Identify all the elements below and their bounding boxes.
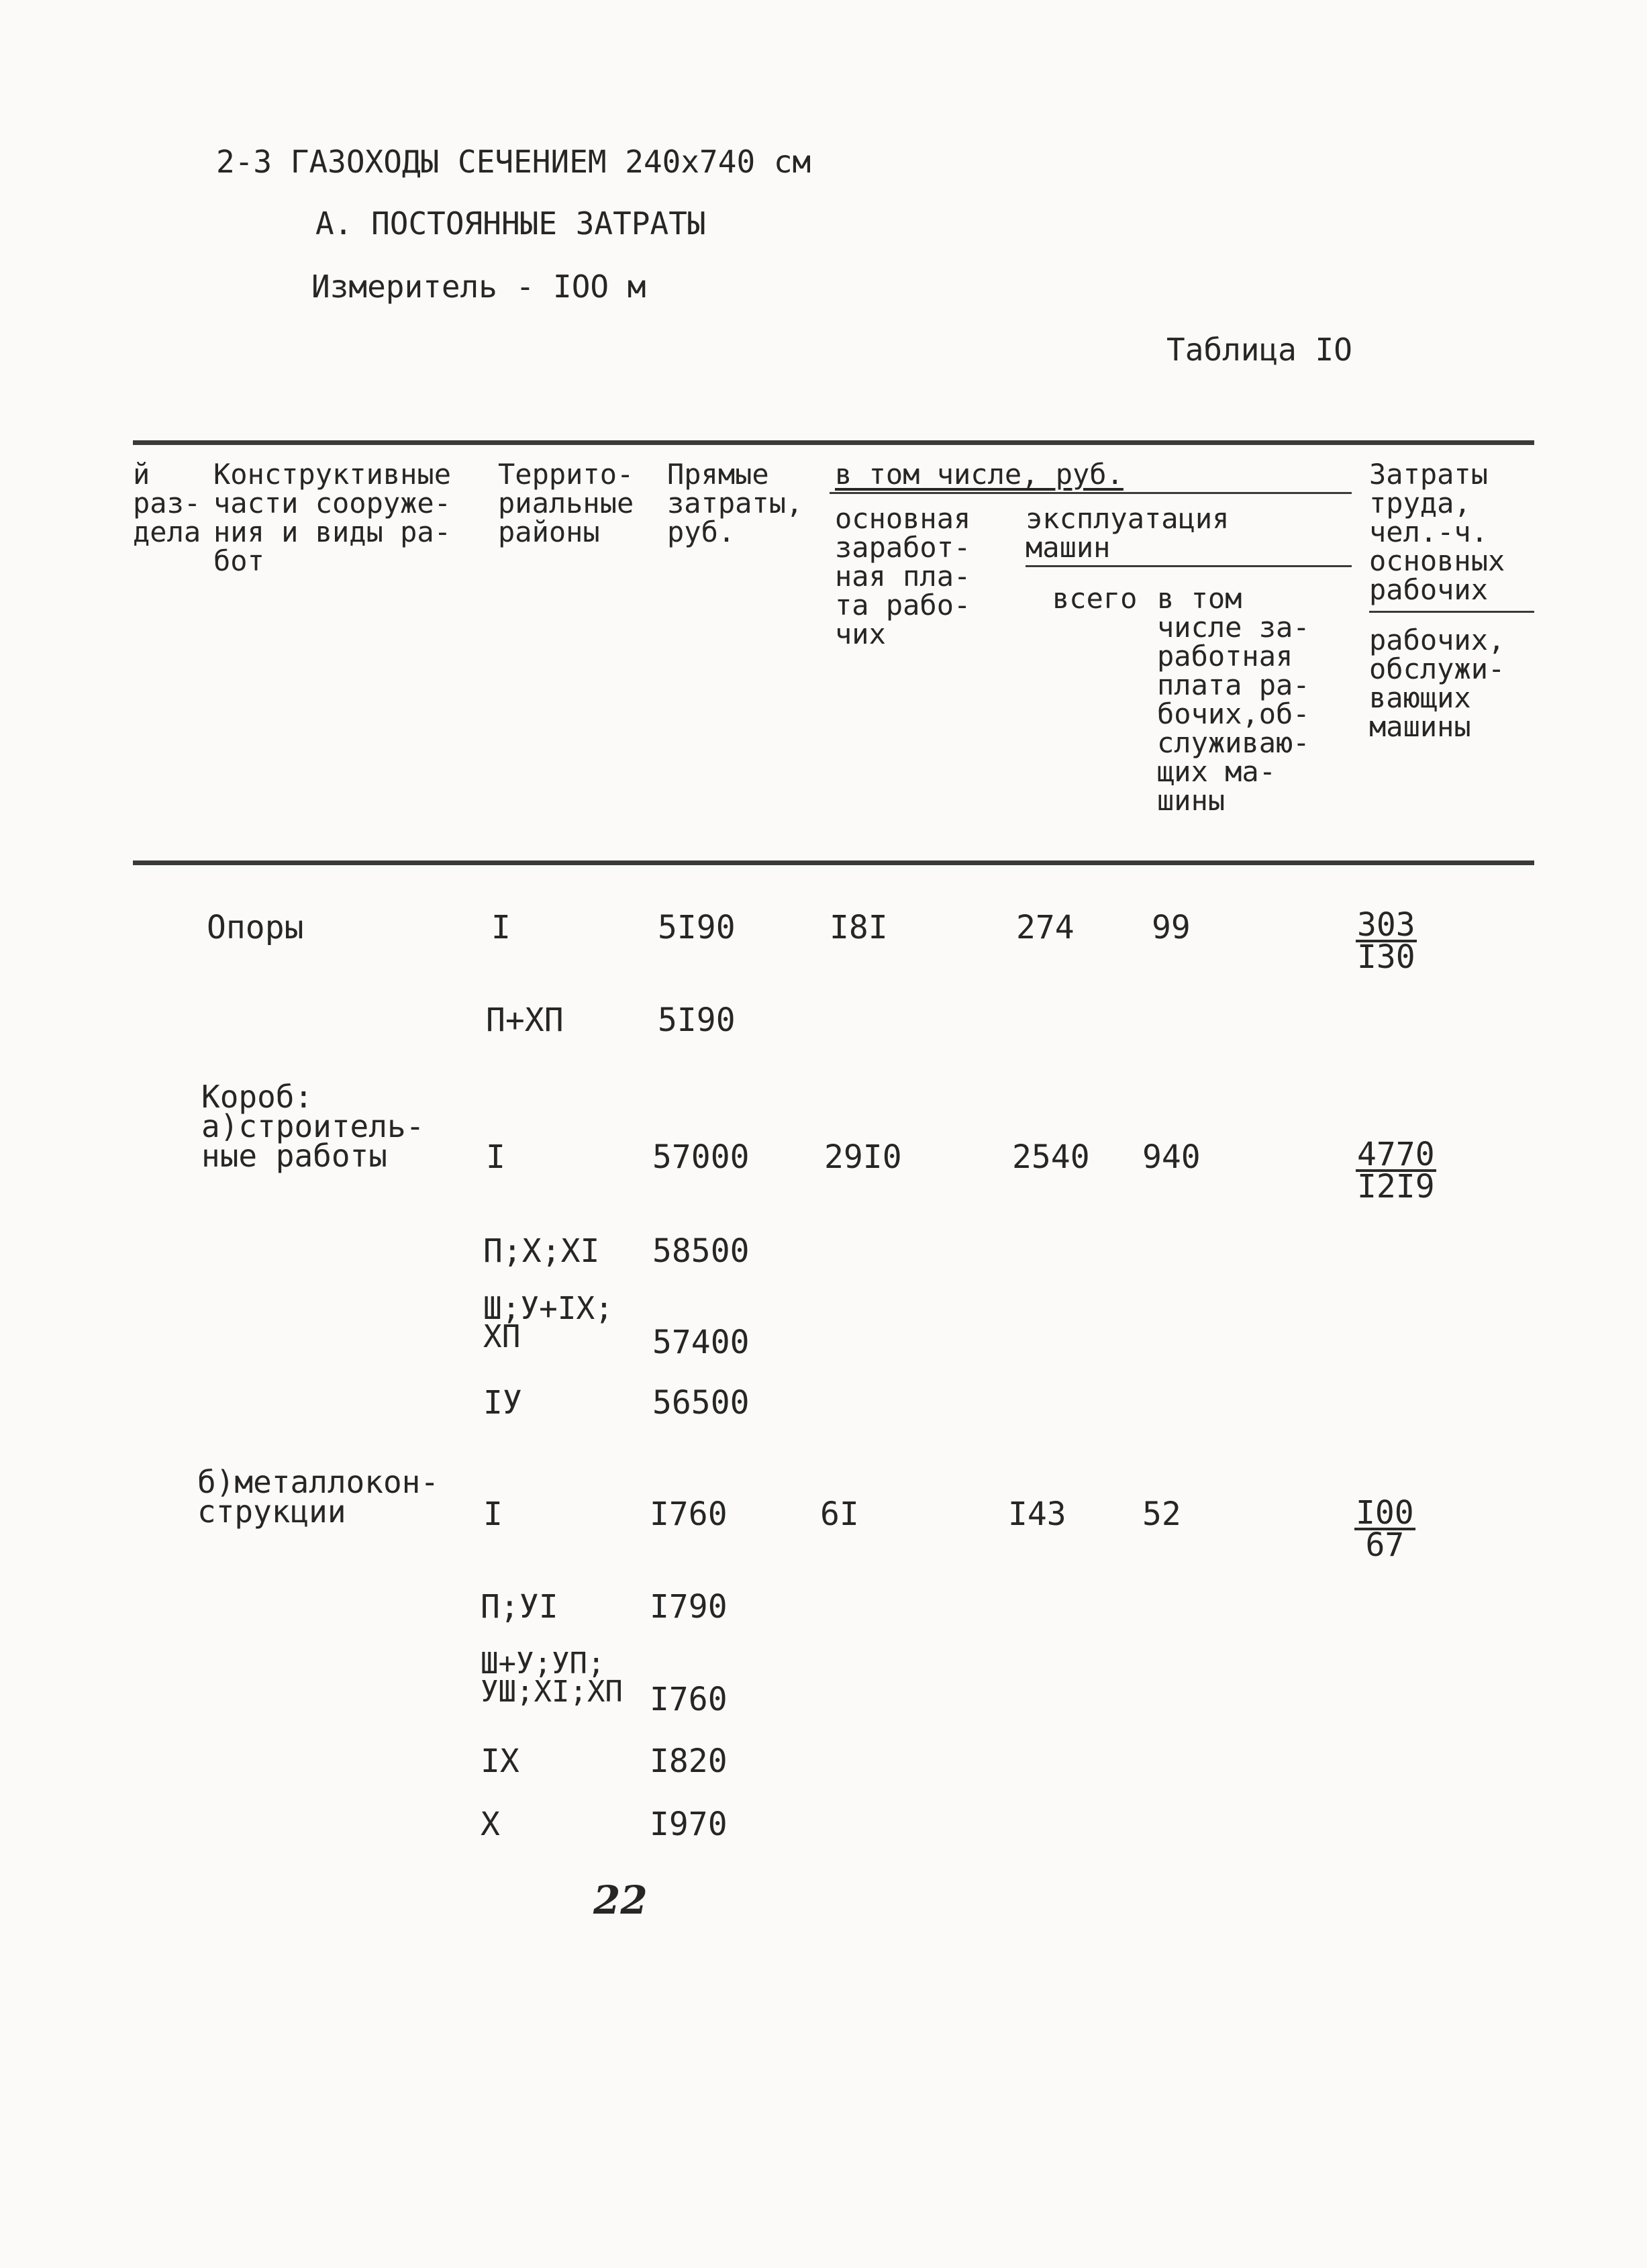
row-region: IУ bbox=[483, 1384, 522, 1422]
row-region: IХ bbox=[481, 1742, 519, 1780]
row-machine-total: I43 bbox=[1008, 1495, 1066, 1533]
row-base-wage: I8I bbox=[830, 909, 888, 946]
row-region: I bbox=[486, 1138, 505, 1176]
header-territorial-regions: Террито- риальные районы bbox=[498, 458, 634, 548]
row-direct-cost: 58500 bbox=[652, 1232, 750, 1270]
labor-machine: I2I9 bbox=[1357, 1168, 1435, 1205]
labor-divider-rule bbox=[1369, 611, 1534, 613]
row-region: Ш+У;УП; УШ;ХI;ХП bbox=[481, 1646, 623, 1709]
subtitle: А. ПОСТОЯННЫЕ ЗАТРАТЫ bbox=[315, 205, 706, 242]
row-labor-fraction bbox=[1356, 906, 1417, 976]
row-direct-cost: 57400 bbox=[652, 1324, 750, 1361]
row-direct-cost: I820 bbox=[650, 1742, 728, 1780]
row-region: Ш;У+IХ; ХП bbox=[483, 1290, 613, 1354]
header-direct-costs: Прямые затраты, руб. bbox=[667, 458, 803, 548]
table-top-rule bbox=[133, 440, 1534, 445]
row-base-wage: 6I bbox=[820, 1495, 859, 1533]
row-machine-total: 274 bbox=[1016, 909, 1075, 946]
machines-rule bbox=[1026, 565, 1352, 567]
section-title: 2-3 ГАЗОХОДЫ СЕЧЕНИЕМ 240х740 см bbox=[216, 144, 811, 180]
row-direct-cost: I760 bbox=[650, 1681, 728, 1718]
row-direct-cost: 57000 bbox=[652, 1138, 750, 1176]
row-direct-cost: I760 bbox=[650, 1495, 728, 1533]
row-machine-wage: 940 bbox=[1142, 1138, 1201, 1176]
row-direct-cost: I790 bbox=[650, 1588, 728, 1626]
row-region: Х bbox=[481, 1806, 500, 1843]
row-machine-wage: 52 bbox=[1142, 1495, 1181, 1533]
table-header-bottom-rule bbox=[133, 860, 1534, 865]
header-section-number: й раз- дела bbox=[133, 458, 201, 548]
header-construction-parts: Конструктивные части сооруже- ния и виды ра- бот bbox=[213, 458, 452, 577]
row-direct-cost: 5I90 bbox=[658, 909, 736, 946]
group-rule bbox=[830, 492, 1352, 494]
header-base-wage: основная заработ- ная пла- та рабо- чих bbox=[835, 502, 971, 650]
row-region: I bbox=[483, 1495, 503, 1533]
row-machine-total: 2540 bbox=[1012, 1138, 1090, 1176]
row-direct-cost: 56500 bbox=[652, 1384, 750, 1422]
row-direct-cost: 5I90 bbox=[658, 1001, 736, 1039]
row-base-wage: 29I0 bbox=[824, 1138, 902, 1176]
row-name-supports: Опоры bbox=[207, 909, 304, 946]
row-name-box-construction: Короб: а)строитель- ные работы bbox=[201, 1079, 425, 1174]
row-labor-fraction bbox=[1354, 1494, 1415, 1564]
measure-unit: Измеритель - IOO м bbox=[311, 268, 646, 305]
header-machine-total: всего bbox=[1052, 582, 1138, 615]
page-number: 22 bbox=[593, 1877, 648, 1923]
header-labor-machine: рабочих, обслужи- вающих машины bbox=[1369, 624, 1505, 743]
labor-machine: I30 bbox=[1357, 938, 1415, 976]
row-region: I bbox=[491, 909, 511, 946]
table-label: Таблица IO bbox=[1166, 332, 1352, 368]
row-region: П+ХП bbox=[486, 1001, 564, 1039]
row-direct-cost: I970 bbox=[650, 1806, 728, 1843]
labor-main: 303 bbox=[1357, 906, 1415, 944]
header-labor-main: Затраты труда, чел.-ч. основных рабочих bbox=[1369, 458, 1505, 606]
row-labor-fraction bbox=[1356, 1136, 1436, 1205]
header-machine-wage: в том числе за- работная плата ра- бочих,об- служиваю- щих ма- шины bbox=[1157, 582, 1310, 817]
labor-machine: 67 bbox=[1365, 1526, 1405, 1564]
row-name-metal-structures: б)металлокон- струкции bbox=[197, 1464, 440, 1530]
header-including-group: в том числе, руб. bbox=[835, 458, 1124, 491]
header-machine-operation: эксплуатация машин bbox=[1026, 502, 1230, 564]
labor-main: 4770 bbox=[1357, 1136, 1435, 1173]
row-machine-wage: 99 bbox=[1152, 909, 1191, 946]
row-region: П;УI bbox=[481, 1588, 558, 1626]
row-region: П;Х;ХI bbox=[483, 1232, 600, 1270]
labor-main: I00 bbox=[1356, 1494, 1414, 1532]
